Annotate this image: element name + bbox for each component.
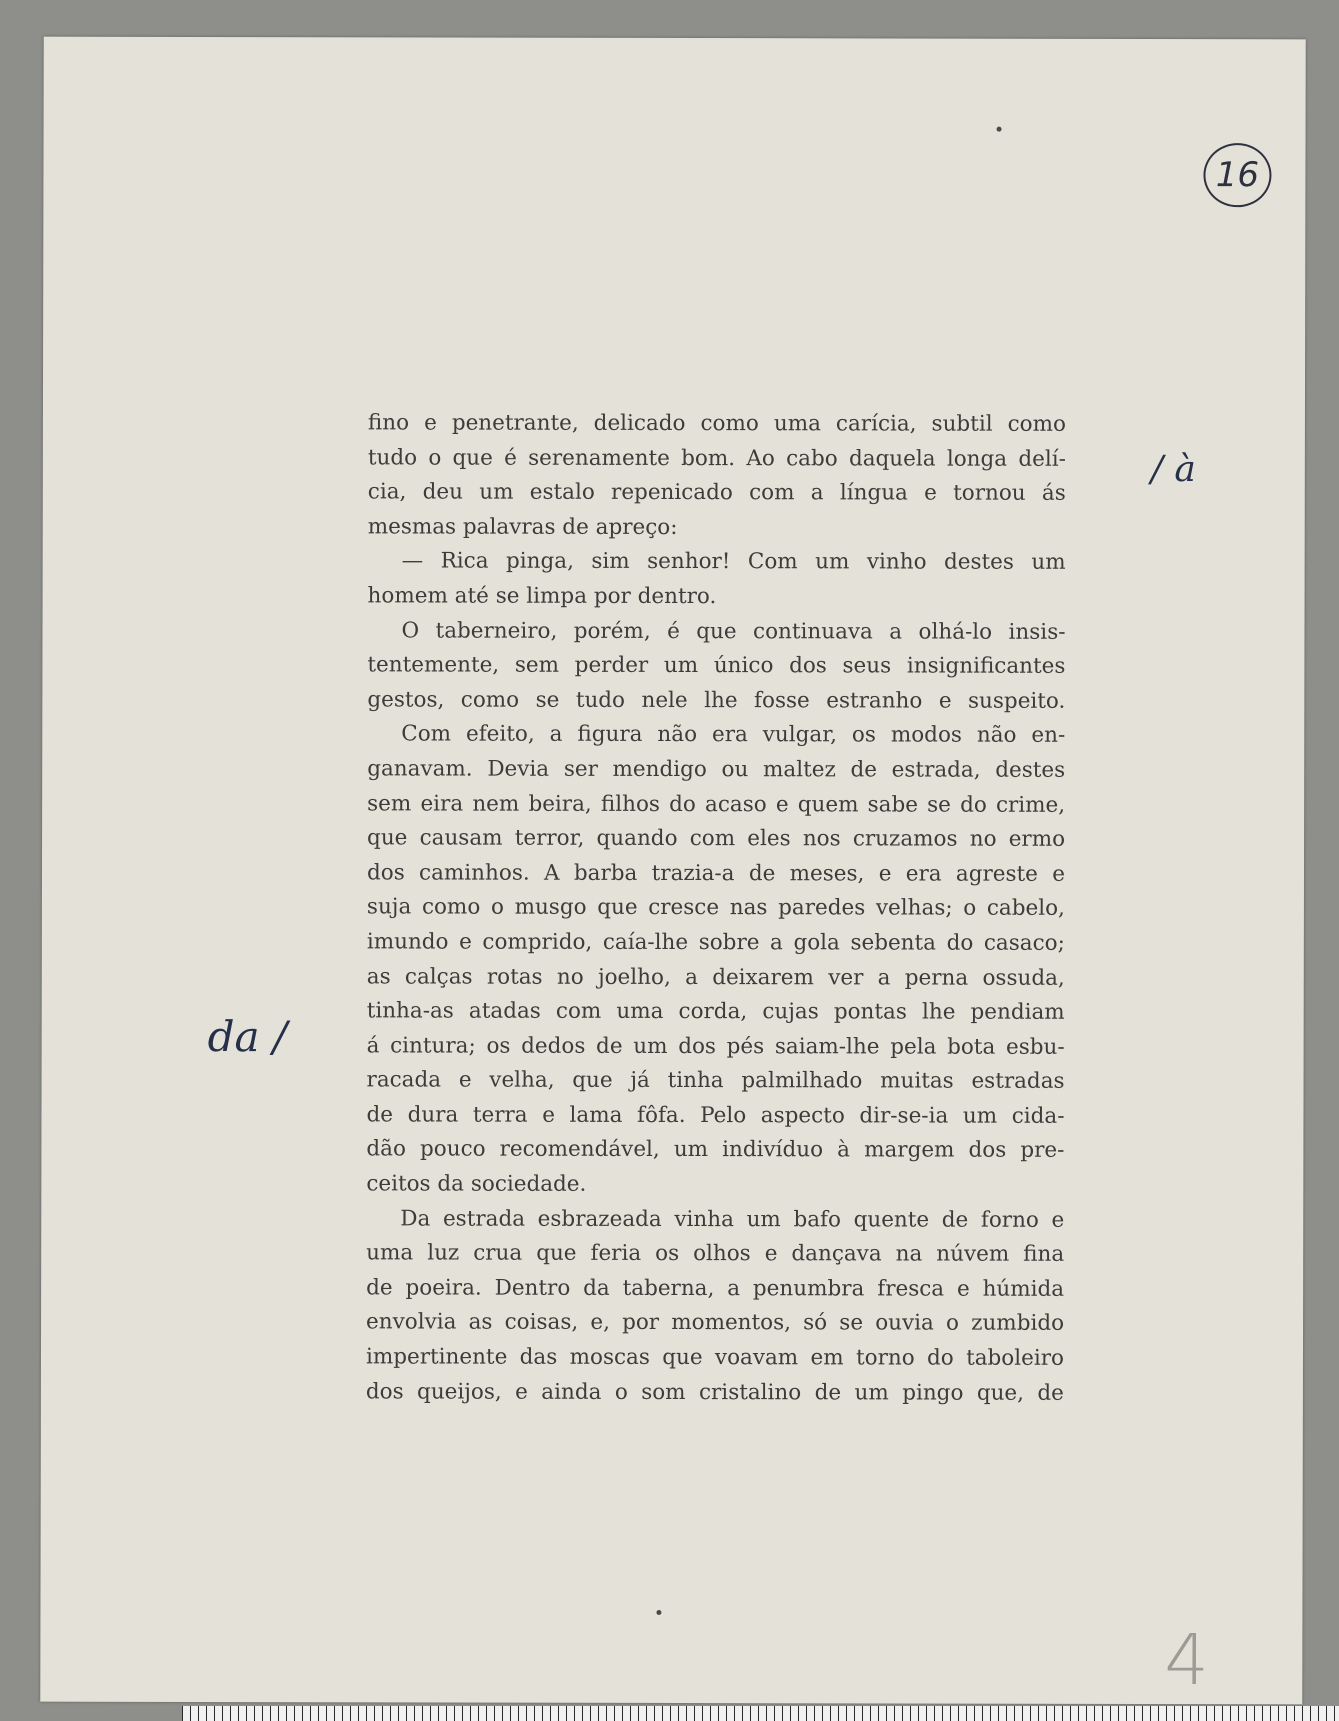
text-line: de dura terra e lama fôfa. Pelo aspecto dir-se-ia um cida- [366,1102,1065,1129]
text-line: dão pouco recomendável, um indivíduo à margem dos pre- [366,1136,1065,1164]
text-line: tinha-as atadas com uma corda, cujas pontas lhe pendiam [366,998,1065,1025]
text-line: tudo o que é serenamente bom. Ao cabo daquela longa delí- [367,444,1066,472]
text-line: Da estrada esbrazeada vinha um bafo quente de forno e [400,1206,1065,1233]
text-line: O taberneiro, porém, é que continuava a olhá-lo insis- [401,617,1066,645]
text-line: dos queijos, e ainda o som cristalino de um pingo que, de [365,1378,1064,1406]
text-line: dos caminhos. A barba trazia-a de meses, e era agreste e [366,860,1066,887]
text-line: imundo e comprido, caía-lhe sobre a gola sebenta do casaco; [366,929,1065,956]
scale-ruler [182,1706,1339,1721]
text-line: gestos, como se tudo nele lhe fosse estranho e suspeito. [367,687,1066,714]
text-line: uma luz crua que feria os olhos e dançava na núvem fina [366,1240,1065,1268]
text-line: racada e velha, que já tinha palmilhado muitas estradas [366,1067,1065,1095]
page-number: 16 [1215,155,1260,196]
text-line: envolvia as coisas, e, por momentos, só se ouvia o zumbido [366,1309,1065,1337]
text-line: Com efeito, a figura não era vulgar, os modos não en- [401,721,1066,749]
margin-correction-right: / à [1150,448,1196,491]
text-line: fino e penetrante, delicado como uma carícia, subtil como [367,410,1066,437]
ink-speck [656,1610,661,1615]
text-line: que causam terror, quando com eles nos cruzamos no ermo [367,825,1066,852]
text-line: — Rica pinga, sim senhor! Com um vinho destes um [401,548,1066,576]
text-line: ganavam. Devia ser mendigo ou maltez de estrada, destes [367,756,1066,783]
page-number-circle [1203,143,1271,207]
text-line: á cintura; os dedos de um dos pés saiam-lhe pela bota esbu- [366,1033,1065,1060]
text-line: sem eira nem beira, filhos do acaso e quem sabe se do crime, [367,790,1066,818]
margin-correction-left: da / [207,1012,288,1062]
ink-speck [997,127,1002,132]
body-text [366,406,1066,1411]
text-line: de poeira. Dentro da taberna, a penumbra fresca e húmida [366,1275,1065,1302]
text-line: mesmas palavras de apreço: [367,514,678,540]
document-page [40,37,1305,1705]
text-line: ceitos da sociedade. [366,1171,587,1197]
text-line: cia, deu um estalo repenicado com a língua e tornou ás [367,479,1066,507]
text-line: suja como o musgo que cresce nas paredes velhas; o cabelo, [366,894,1065,922]
text-line: homem até se limpa por dentro. [367,583,717,610]
text-line: tentemente, sem perder um único dos seus insignificantes [367,652,1066,679]
pencil-mark: 4 [1164,1619,1209,1702]
text-line: impertinente das moscas que voavam em torno do taboleiro [365,1344,1065,1371]
text-line: as calças rotas no joelho, a deixarem ver a perna ossuda, [366,963,1065,991]
